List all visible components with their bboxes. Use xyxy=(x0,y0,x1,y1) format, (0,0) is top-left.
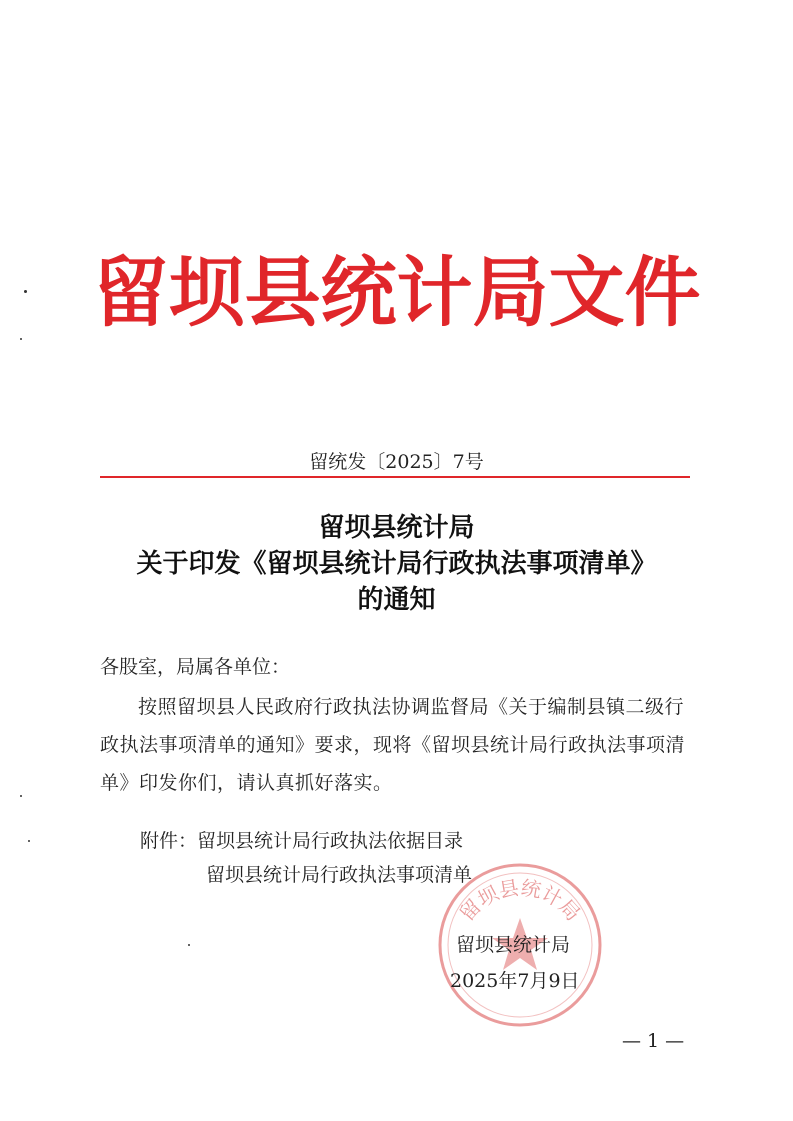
document-title xyxy=(0,510,793,618)
scan-speck xyxy=(20,338,22,340)
body-paragraph: 按照留坝县人民政府行政执法协调监督局《关于编制县镇二级行政执法事项清单的通知》要求，现将《留坝县统计局行政执法事项清单》印发你们，请认真抓好落实。 xyxy=(100,696,686,794)
page-number: — 1 — xyxy=(622,1030,685,1052)
title-line-2: 关于印发《留坝县统计局行政执法事项清单》 xyxy=(136,549,657,579)
document-number: 留统发〔2025〕7号 xyxy=(309,451,484,473)
svg-text:留坝县统计局 xyxy=(455,875,586,925)
title-line-1: 留坝县统计局 xyxy=(318,513,475,543)
salutation: 各股室，局属各单位： xyxy=(100,656,291,678)
issue-date: 2025年7月9日 xyxy=(450,970,580,992)
issuer-name: 留坝县统计局 xyxy=(456,934,571,956)
scan-speck xyxy=(188,944,190,946)
red-header-title: 留坝县统计局文件 xyxy=(92,248,701,337)
attachment-item-2: 留坝县统计局行政执法事项清单 xyxy=(206,864,473,886)
title-line-3: 的通知 xyxy=(357,585,436,615)
attachment-item-1: 附件：留坝县统计局行政执法依据目录 xyxy=(140,830,464,852)
scan-speck xyxy=(24,290,27,293)
red-divider-line xyxy=(100,476,690,478)
scan-speck xyxy=(20,795,22,797)
seal-text: 留坝县统计局 xyxy=(454,875,586,926)
scan-speck xyxy=(28,840,30,842)
